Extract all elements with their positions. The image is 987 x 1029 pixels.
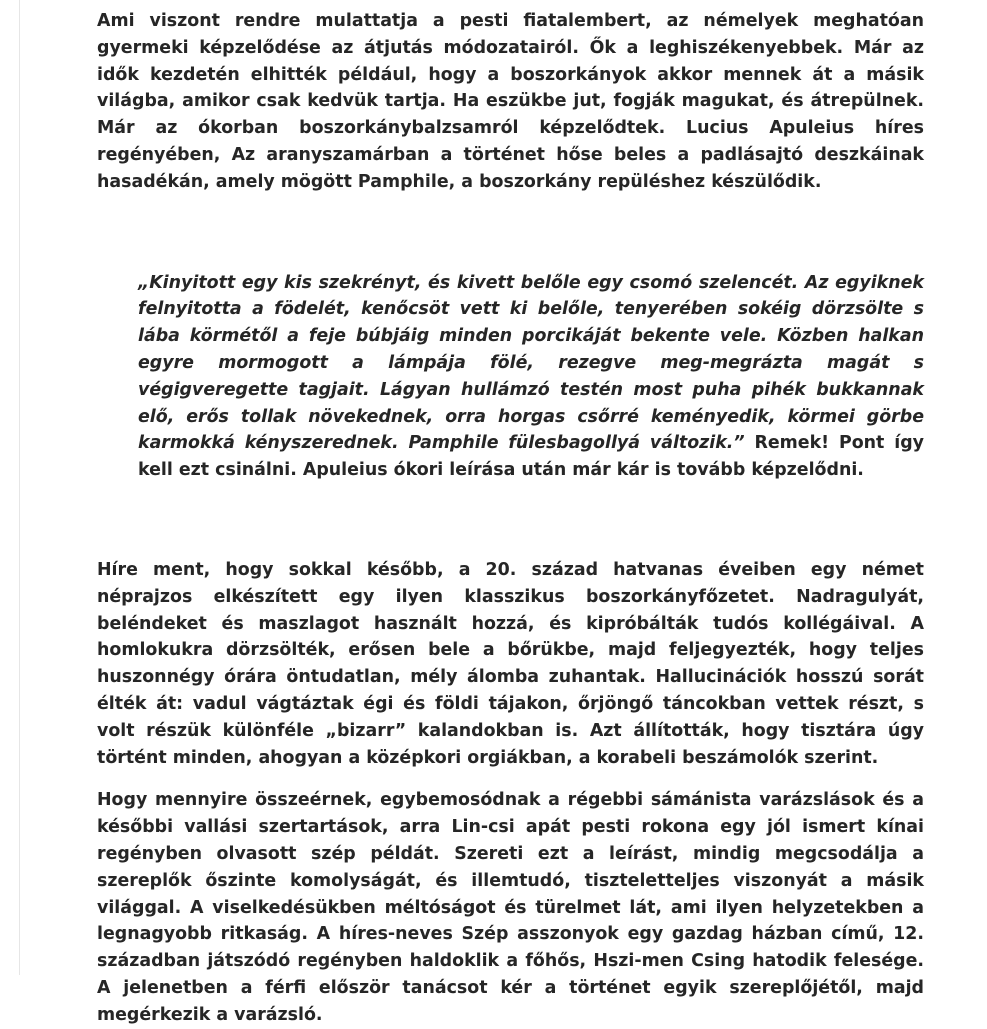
paragraph-1: Ami viszont rendre mulattatja a pesti fiatalembert, az némelyek meghatóan gyermeki képzelődése az átjutás módozatairól. Ők a leghiszékenyebbek. Már az idők kezdetén elhitték például, hogy a boszorkányok akkor mennek át a másik világba, amikor csak kedvük tartja. Ha eszükbe jut, fogják magukat, és átrepülnek. Már az ókorban boszorkánybalzsamról képzelődtek. Lucius Apuleius híres regényében, Az aranyszamárban a történet hőse beles a padlásajtó deszkáinak hasadékán, amely mögött Pamphile, a boszorkány repüléshez készülődik. — [97, 11, 924, 192]
quote-italic-text: „Kinyitott egy kis szekrényt, és kivett belőle egy csomó szelencét. Az egyiknek felnyitotta a födelét, kenőcsöt vett ki belőle, tenyerében sokéig dörzsölte s lába körmétől a feje búbjáig minden porcikáját bekente vele. Közben halkan egyre mormogott a lámpája fölé, rezegve meg-megrázta magát s végigveregette tagjait. Lágyan hullámzó testén most puha pihék bukkannak elő, erős tollak növekednek, orra horgas csőrré keményedik, körmei görbe karmokká kényszerednek. Pamphile fülesbagollyá változik.” — [138, 272, 924, 454]
paragraph-3: Hogy mennyire összeérnek, egybemosódnak a régebbi sámánista varázslások és a későbbi vallási szertartások, arra Lin-csi apát pesti rokona egy jól ismert kínai regényben olvasott szép példát. Szereti ezt a leírást, mindig megcsodálja a szereplők őszinte komolyságát, és illemtudó, tiszteletteljes viszonyát a másik világgal. A viselkedésükben méltóságot és türelmet lát, ami ilyen helyzetekben a legnagyobb ritkaság. A híres-neves Szép asszonyok egy gazdag házban című, 12. században játszódó regényben haldoklik a főhős, Hszi-men Csing hatodik felesége. A jelenetben a férfi először tanácsot kér a történet egyik szereplőjétől, majd megérkezik a varázsló. — [97, 790, 924, 1025]
page — [20, 0, 960, 1025]
block-quote — [138, 270, 924, 484]
article-body — [97, 8, 924, 1029]
quote-commentary: Remek! Pont így kell ezt csinálni. Apuleius ókori leírása után már kár is tovább képzelődni. — [138, 433, 924, 481]
paragraph-2: Híre ment, hogy sokkal később, a 20. század hatvanas éveiben egy német néprajzos elkészített egy ilyen klasszikus boszorkányfőzetet. Nadragulyát, beléndeket és maszlagot használt hozzá, és kipróbálták tudós kollégáival. A homlokukra dörzsölték, erősen bele a bőrükbe, majd feljegyezték, hogy teljes huszonnégy órára öntudatlan, mély álomba zuhantak. Hallucinációk hosszú sorát élték át: vadul vágtáztak égi és földi tájakon, őrjöngő táncokban vettek részt, s volt részük különféle „bizarr” kalandokban is. Azt állították, hogy tisztára úgy történt minden, ahogyan a középkori orgiákban, a korabeli beszámolók szerint. — [97, 559, 924, 768]
